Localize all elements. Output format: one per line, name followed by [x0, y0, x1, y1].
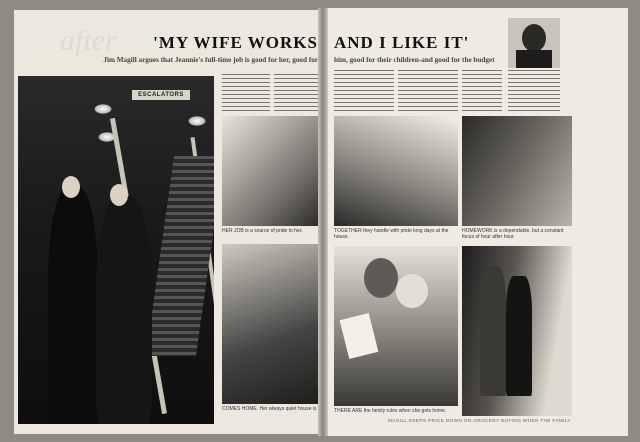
page-footer: MAGILL KEEPS PRICE DOWN ON GROCERY BUYING WHEN THE FAMILY: [388, 419, 571, 424]
subhead-right: him, good for their children-and good for the budget: [334, 56, 495, 64]
caption-mother: COMES HOME. Her always quiet house is: [222, 406, 317, 412]
children-photo: [334, 246, 458, 406]
body-text-column: [274, 74, 318, 114]
man-figure: [48, 186, 98, 424]
homework-photo: [462, 116, 572, 226]
caption-children: THERE ARE the family rules when she gets home.: [334, 408, 447, 414]
body-text-column: [334, 70, 394, 114]
kitchen-photo: [334, 116, 458, 226]
caption-kitchen: TOGETHER they handle with pride long days at the house.: [334, 228, 449, 240]
escalator-photo: [18, 76, 214, 424]
woman-face: [110, 184, 128, 206]
body-text-column: [462, 70, 502, 114]
body-text-column: [222, 74, 270, 114]
body-text-column: [398, 70, 458, 114]
headline-right: AND I LIKE IT': [334, 33, 470, 52]
caption-dentist: HER JOB is a source of pride to her.: [222, 228, 303, 234]
spread-gutter: [318, 8, 328, 436]
man-face: [62, 176, 80, 198]
subhead-left: Jim Magill argues that Jeannie's full-time job is good for her, good for: [103, 56, 318, 64]
ceiling-light: [94, 104, 112, 114]
mother-photo: [222, 244, 318, 404]
author-portrait-photo: [508, 18, 560, 68]
kiss-photo: [462, 246, 572, 416]
dentist-office-photo: [222, 116, 318, 226]
headline-left: 'MY WIFE WORKS: [153, 33, 318, 52]
body-text-column: [508, 70, 560, 114]
caption-homework: HOMEWORK is a dependable, but a constant focus of hour after hour.: [462, 228, 564, 240]
background-watermark: after: [60, 24, 117, 57]
escalator-sign: ESCALATORS: [132, 90, 190, 100]
woman-figure: [96, 196, 152, 424]
ceiling-light: [188, 116, 206, 126]
escalator-steps: [146, 156, 214, 356]
